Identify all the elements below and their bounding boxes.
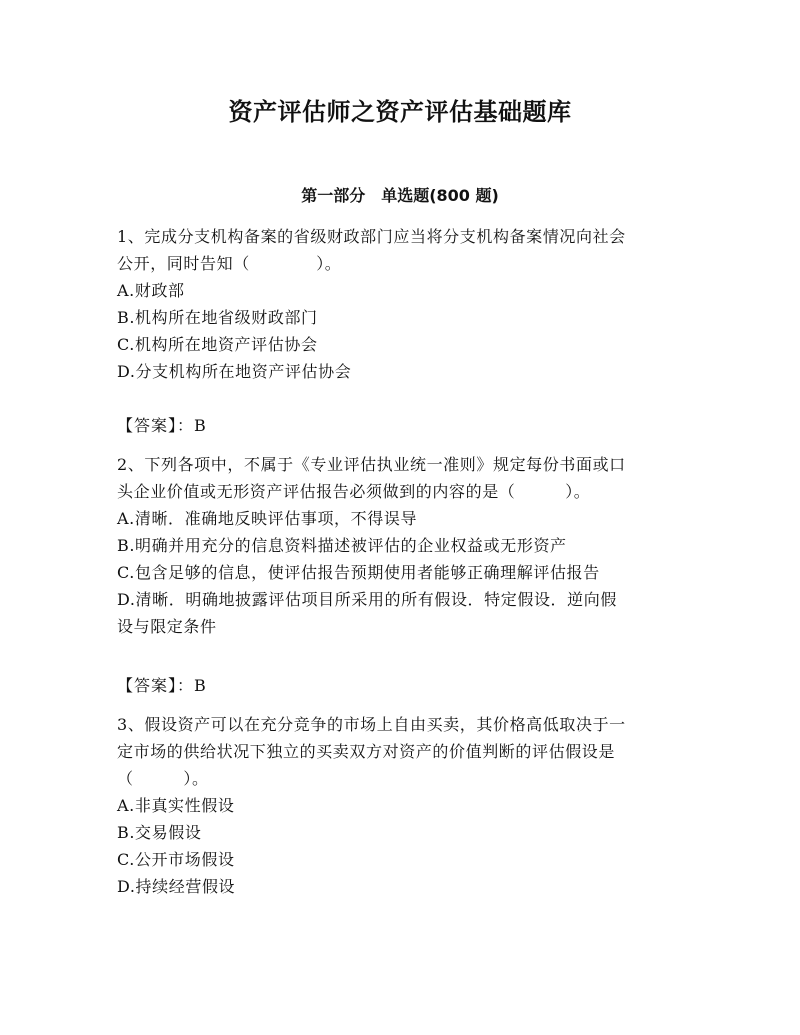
question-stem-line: 1、完成分支机构备案的省级财政部门应当将分支机构备案情况向社会 <box>117 227 626 246</box>
question-3 <box>117 711 683 900</box>
option-d-continued: 设与限定条件 <box>117 617 217 636</box>
question-stem-line: （ ）。 <box>117 769 209 788</box>
answer-1 <box>117 412 683 439</box>
question-2 <box>117 451 683 640</box>
question-stem-line: 公开，同时告知（ ）。 <box>117 254 342 273</box>
question-stem-line: 2、下列各项中，不属于《专业评估执业统一准则》规定每份书面或口 <box>117 455 626 474</box>
answer-line: 【答案】：B <box>117 676 207 695</box>
option-d: D.清晰．明确地披露评估项目所采用的所有假设．特定假设．逆向假 <box>117 590 617 609</box>
answer-line: 【答案】：B <box>117 416 207 435</box>
question-stem-line: 3、假设资产可以在充分竞争的市场上自由买卖，其价格高低取决于一 <box>117 715 626 734</box>
question-stem-line: 定市场的供给状况下独立的买卖双方对资产的价值判断的评估假设是 <box>117 742 616 761</box>
option-a: A.非真实性假设 <box>117 796 235 815</box>
option-d: D.分支机构所在地资产评估协会 <box>117 362 352 381</box>
option-c: C.公开市场假设 <box>117 850 235 869</box>
section-heading: 第一部分 单选题(800 题) <box>301 186 499 205</box>
option-a: A.清晰．准确地反映评估事项，不得误导 <box>117 509 418 528</box>
option-a: A.财政部 <box>117 281 185 300</box>
option-b: B.机构所在地省级财政部门 <box>117 308 318 327</box>
document-title: 资产评估师之资产评估基础题库 <box>228 98 572 126</box>
option-c: C.包含足够的信息，使评估报告预期使用者能够正确理解评估报告 <box>117 563 600 582</box>
question-1 <box>117 223 683 385</box>
option-d: D.持续经营假设 <box>117 877 236 896</box>
option-b: B.明确并用充分的信息资料描述被评估的企业权益或无形资产 <box>117 536 567 555</box>
option-c: C.机构所在地资产评估协会 <box>117 335 318 354</box>
option-b: B.交易假设 <box>117 823 202 842</box>
answer-2 <box>117 672 683 699</box>
question-stem-line: 头企业价值或无形资产评估报告必须做到的内容的是（ ）。 <box>117 482 591 501</box>
